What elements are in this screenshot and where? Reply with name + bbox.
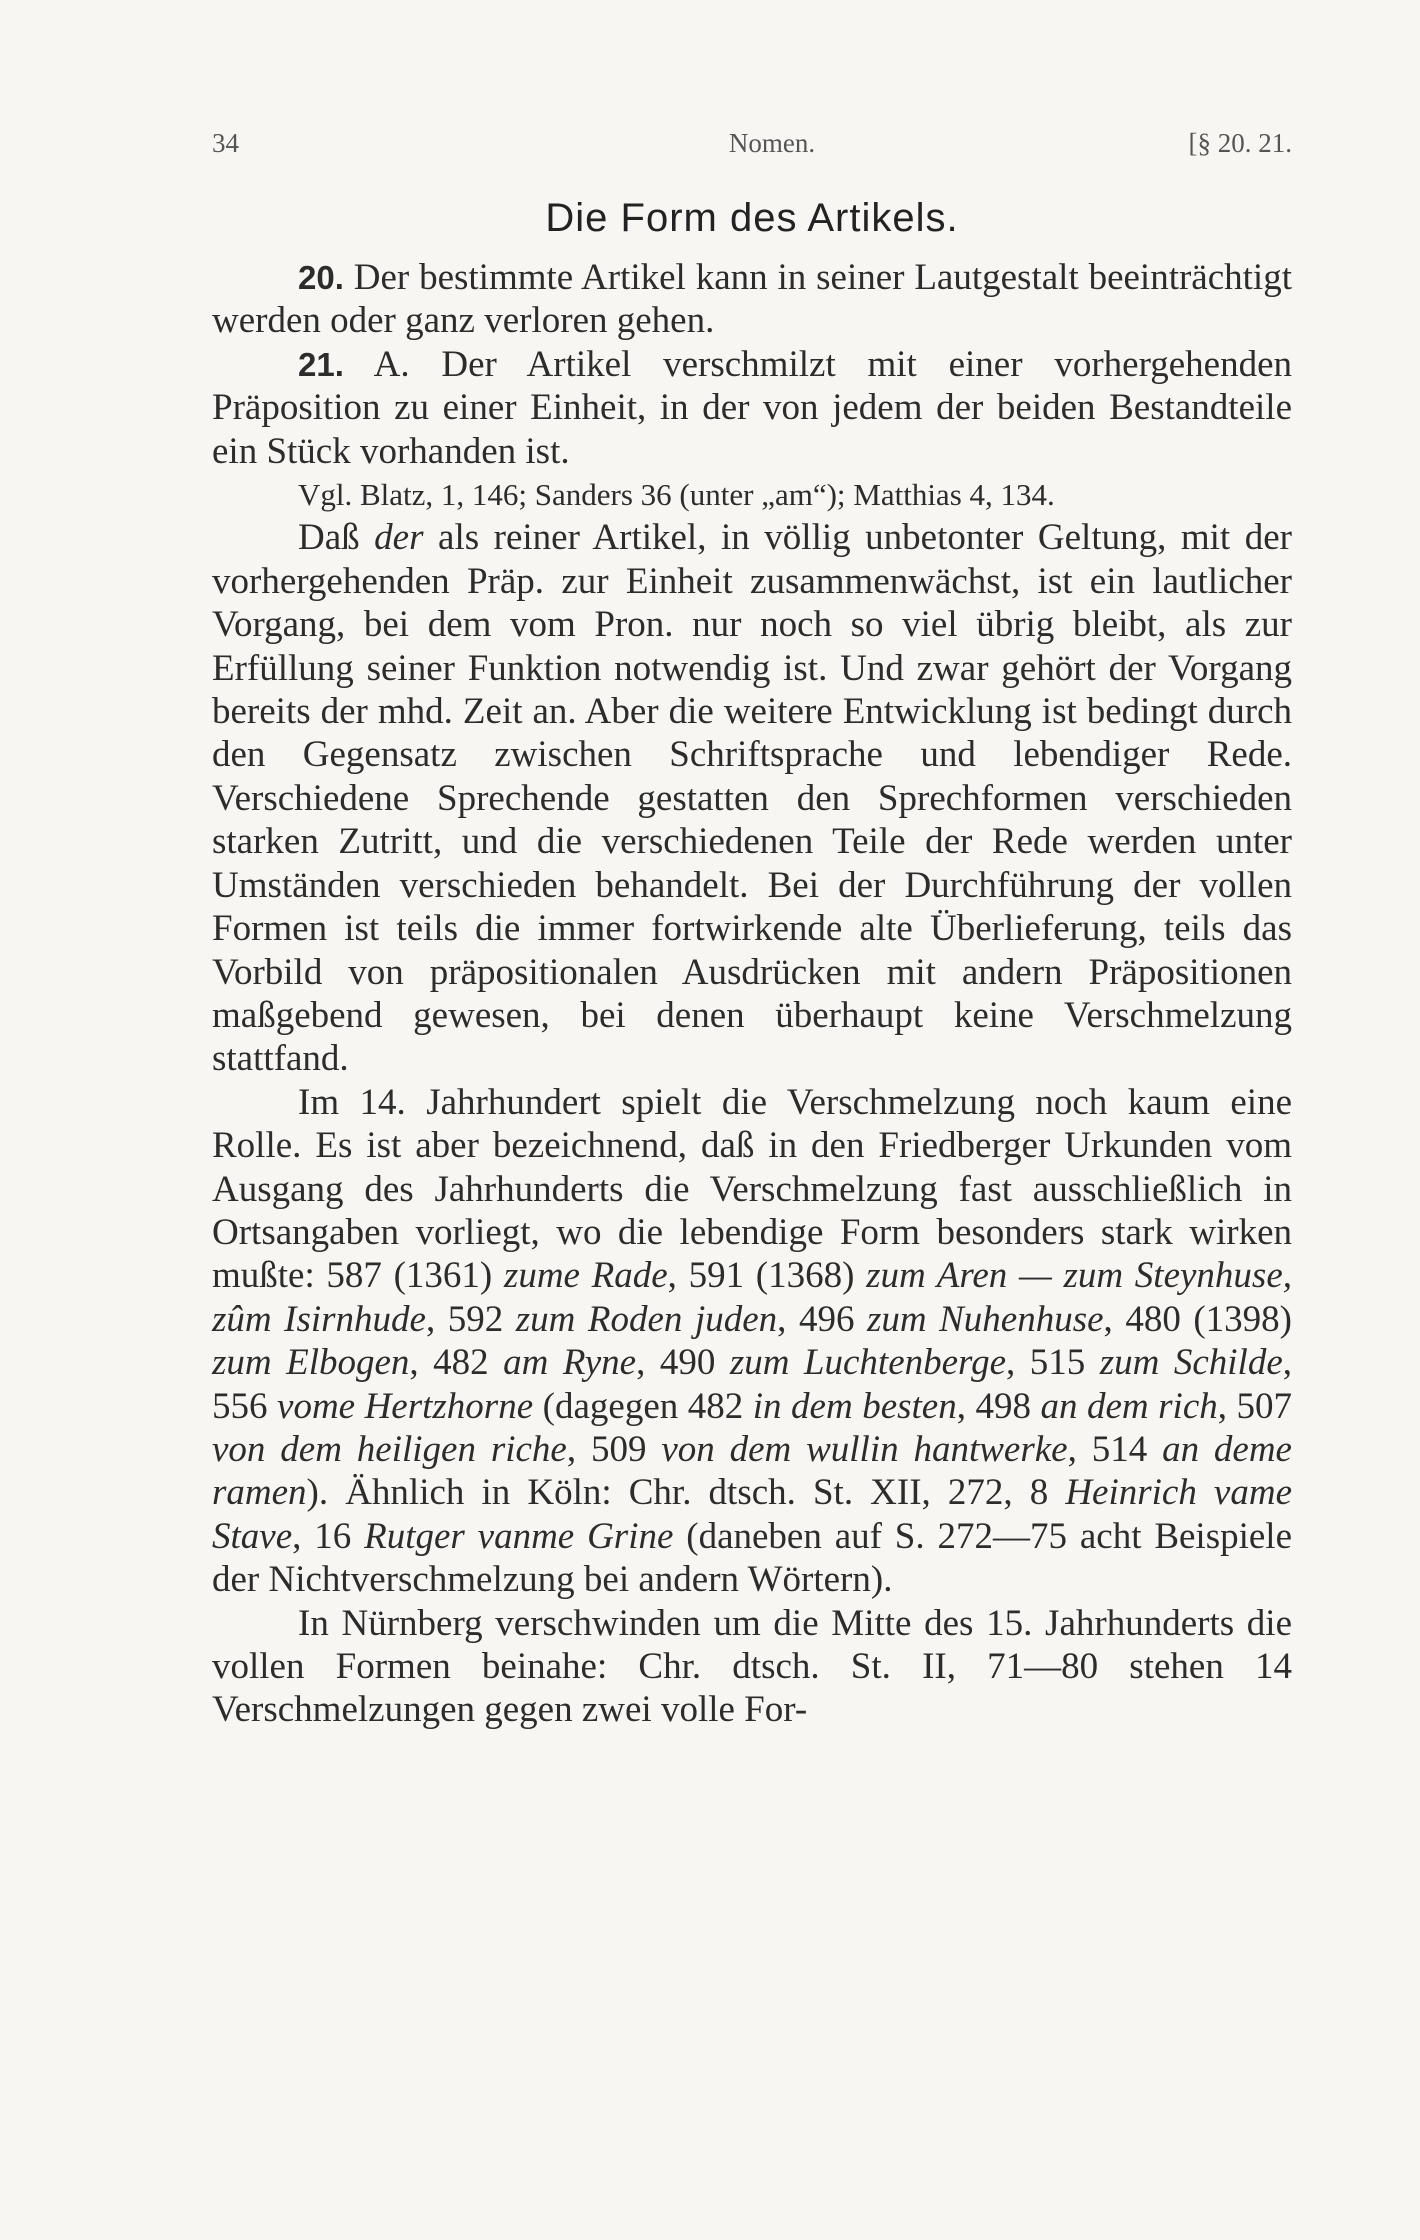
italic-run: der bbox=[374, 517, 424, 559]
paragraph-body-1 bbox=[212, 516, 1292, 1080]
text-run: ). Ähnlich in Köln: Chr. dtsch. St. XII, 272, 8 bbox=[306, 1472, 1066, 1514]
italic-run: von dem wullin hantwerke bbox=[661, 1428, 1068, 1470]
text-run: Im 14. Jahrhundert spielt die Verschmelzung noch kaum eine Rolle. Es ist aber bezeichnend, daß in den Friedberger Urkunden vom Ausgang des Jahrhunderts die Verschmelzung fast ausschließlich in Ortsangaben vorliegt, wo die lebendige Form besonders stark wirken mußte: 587 (1361) bbox=[212, 1081, 1292, 1297]
italic-run: Rutger vanme Grine bbox=[364, 1515, 674, 1557]
italic-run: an deme ramen bbox=[212, 1428, 1292, 1514]
paragraph-text: A. Der Artikel verschmilzt mit einer vorhergehenden Präposition zu einer Einheit, in der von jedem der beiden Bestandteile ein Stück vorhanden ist. bbox=[212, 343, 1292, 472]
section-heading: Die Form des Artikels. bbox=[545, 196, 959, 240]
paragraph-text: Der bestimmte Artikel kann in seiner Lautgestalt beeinträchtigt werden oder ganz verloren gehen. bbox=[212, 257, 1292, 342]
italic-run: zum Aren — zum Steynhuse, zûm Isirnhude bbox=[212, 1255, 1292, 1340]
text-run: , 514 bbox=[1067, 1428, 1163, 1470]
text-run: , 482 bbox=[409, 1342, 504, 1384]
text-run: , 498 bbox=[956, 1385, 1041, 1427]
reference-note: Vgl. Blatz, 1, 146; Sanders 36 (unter „am“); Matthias 4, 134. bbox=[298, 477, 1055, 513]
text-run: , 490 bbox=[636, 1342, 730, 1384]
italic-run: zum Elbogen bbox=[212, 1342, 410, 1384]
paragraph-number: 21. bbox=[298, 345, 344, 383]
italic-run: zum Nuhenhuse bbox=[866, 1298, 1104, 1340]
italic-run: zum Schilde bbox=[1099, 1342, 1283, 1384]
italic-run: zum Roden juden bbox=[515, 1298, 778, 1340]
italic-run: vome Hertzhorne bbox=[277, 1385, 534, 1427]
text-run: , 592 bbox=[425, 1298, 516, 1340]
paragraph-21 bbox=[212, 343, 1292, 473]
text-run: , 16 bbox=[292, 1515, 365, 1557]
text-run: (daneben auf S. 272—75 acht Beispiele der Nichtverschmelzung bei andern Wörtern). bbox=[212, 1515, 1293, 1601]
italic-run: an dem rich bbox=[1040, 1385, 1218, 1427]
text-run: (dagegen 482 bbox=[533, 1385, 753, 1427]
paragraph-body-3: In Nürnberg verschwinden um die Mitte des 15. Jahrhunderts die vollen Formen beinahe: Chr. dtsch. St. II, 71—80 stehen 14 Verschmelzungen gegen zwei volle For- bbox=[212, 1602, 1292, 1731]
body-text bbox=[212, 256, 1292, 1732]
italic-run: Heinrich vame Stave bbox=[212, 1472, 1292, 1557]
paragraph-20 bbox=[212, 256, 1292, 343]
paragraph-body-2 bbox=[212, 1081, 1292, 1602]
text-run: als reiner Artikel, in völlig unbetonter Geltung, mit der vorhergehenden Präp. zur Einheit zusammenwächst, ist ein lautlicher Vorgang, bei dem vom Pron. nur noch so viel übrig bleibt, als zur Erfüllung seiner Funktion notwendig ist. Und zwar gehört der Vorgang bereits der mhd. Zeit an. Aber die weitere Entwicklung ist bedingt durch den Gegensatz zwischen Schriftsprache und lebendiger Rede. Verschiedene Sprechende gestatten den Sprechformen verschieden starken Zutritt, und die verschiedenen Teile der Rede werden unter Umständen verschieden behandelt. Bei der Durchführung der vollen Formen ist teils die immer fortwirkende alte Überlieferung, teils das Vorbild von präpositionalen Ausdrücken mit andern Präpositionen maßgebend gewesen, bei denen überhaupt keine Verschmelzung stattfand. bbox=[212, 517, 1292, 1080]
text-run: Daß bbox=[298, 517, 375, 559]
text-run: , 509 bbox=[566, 1428, 662, 1470]
text-run: , 496 bbox=[777, 1298, 867, 1340]
text-run: , 591 (1368) bbox=[667, 1255, 867, 1297]
section-reference: [§ 20. 21. bbox=[1188, 128, 1292, 158]
italic-run: am Ryne bbox=[503, 1342, 637, 1384]
italic-run: zume Rade bbox=[503, 1255, 668, 1297]
text-run: , 556 bbox=[212, 1342, 1292, 1427]
italic-run: in dem besten bbox=[752, 1385, 957, 1427]
text-run: , 507 bbox=[1217, 1385, 1293, 1427]
italic-run: von dem heiligen riche bbox=[212, 1428, 567, 1470]
text-run: , 480 (1398) bbox=[1103, 1298, 1292, 1340]
paragraph-number: 20. bbox=[298, 259, 344, 296]
running-title: Nomen. bbox=[728, 128, 816, 158]
page-number: 34 bbox=[212, 128, 239, 158]
italic-run: zum Luchtenberge bbox=[729, 1342, 1007, 1384]
running-head bbox=[212, 128, 1292, 164]
text-run: , 515 bbox=[1006, 1342, 1100, 1384]
